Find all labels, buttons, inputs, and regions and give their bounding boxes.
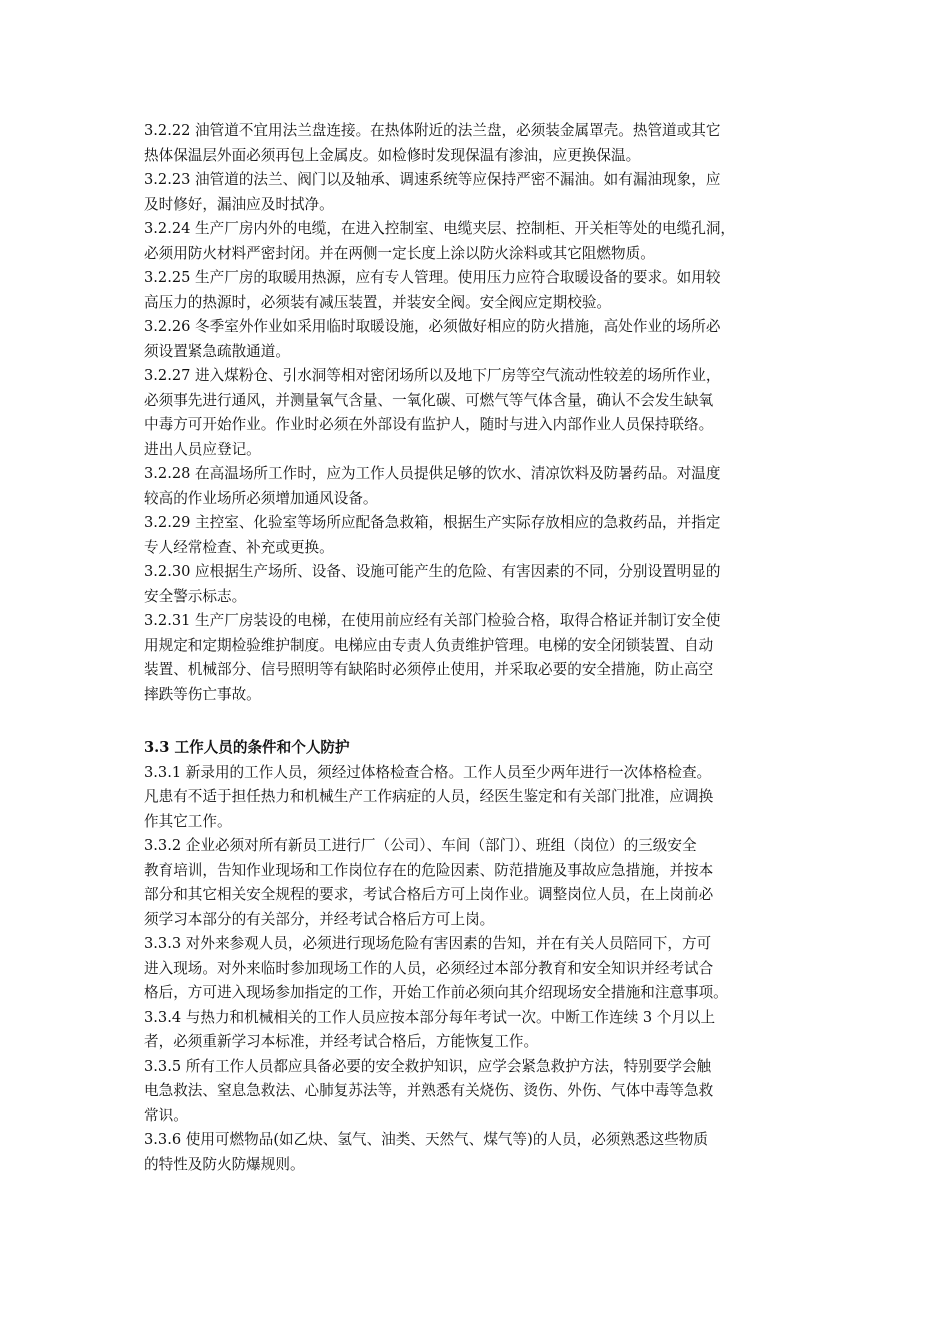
text-line: 必须用防火材料严密封闭。并在两侧一定长度上涂以防火涂料或其它阻燃物质。 — [144, 244, 655, 262]
text-line: 凡患有不适于担任热力和机械生产工作病症的人员，经医生鉴定和有关部门批准，应调换 — [144, 788, 714, 805]
text-line: 须学习本部分的有关部分，并经考试合格后方可上岗。 — [144, 910, 495, 928]
text-line: 3.2.22 油管道不宜用法兰盘连接。在热体附近的法兰盘，必须装金属罩壳。热管道或其它 — [144, 122, 721, 139]
text-line: 安全警示标志。 — [144, 587, 247, 605]
section-heading: 3.3 工作人员的条件和个人防护 — [144, 739, 350, 756]
text-line: 3.2.30 应根据生产场所、设备、设施可能产生的危险、有害因素的不同，分别设置明显的 — [144, 563, 721, 580]
text-line: 电急救法、窒息急救法、心肺复苏法等，并熟悉有关烧伤、烫伤、外伤、气体中毒等急救 — [144, 1082, 714, 1099]
text-line: 专人经常检查、补充或更换。 — [144, 538, 334, 556]
text-line: 3.2.23 油管道的法兰、阀门以及轴承、调速系统等应保持严密不漏油。如有漏油现象，应 — [144, 171, 721, 188]
text-line: 3.3.4 与热力和机械相关的工作人员应按本部分每年考试一次。中断工作连续 3 个月以上 — [144, 1008, 716, 1026]
section-gap — [144, 707, 810, 736]
text-line: 3.3.1 新录用的工作人员，须经过体格检查合格。工作人员至少两年进行一次体格检查。 — [144, 763, 712, 781]
text-line: 3.3.5 所有工作人员都应具备必要的安全救护知识，应学会紧急救护方法，特别要学会触 — [144, 1057, 712, 1075]
text-line: 3.2.26 冬季室外作业如采用临时取暖设施，必须做好相应的防火措施，高处作业的场所必 — [144, 318, 721, 335]
text-line: 常识。 — [144, 1106, 188, 1124]
text-line: 3.2.31 生产厂房装设的电梯，在使用前应经有关部门检验合格，取得合格证并制订安全使 — [144, 612, 721, 629]
text-line: 用规定和定期检验维护制度。电梯应由专责人负责维护管理。电梯的安全闭锁装置、自动 — [144, 636, 714, 654]
text-line: 教育培训，告知作业现场和工作岗位存在的危险因素、防范措施及事故应急措施，并按本 — [144, 861, 714, 879]
text-line: 的特性及防火防爆规则。 — [144, 1155, 305, 1173]
text-line: 者，必须重新学习本标准，并经考试合格后，方能恢复工作。 — [144, 1033, 539, 1050]
text-line: 格后，方可进入现场参加指定的工作，开始工作前必须向其介绍现场安全措施和注意事项。 — [144, 984, 728, 1001]
section-3-3-body — [144, 761, 810, 1178]
text-line: 3.2.29 主控室、化验室等场所应配备急救箱，根据生产实际存放相应的急救药品，并指定 — [144, 514, 721, 531]
document-page — [144, 119, 810, 1177]
text-line: 高压力的热源时，必须装有减压装置，并装安全阀。安全阀应定期校验。 — [144, 293, 612, 311]
text-line: 热体保温层外面必须再包上金属皮。如检修时发现保温有渗油，应更换保温。 — [144, 146, 641, 164]
text-line: 及时修好，漏油应及时拭净。 — [144, 195, 334, 213]
text-line: 摔跌等伤亡事故。 — [144, 685, 261, 703]
text-line: 3.3.6 使用可燃物品(如乙炔、氢气、油类、天然气、煤气等)的人员，必须熟悉这些物质 — [144, 1131, 708, 1148]
text-line: 3.3.3 对外来参观人员，必须进行现场危险有害因素的告知，并在有关人员陪同下，方可 — [144, 935, 712, 952]
text-line: 3.2.28 在高温场所工作时，应为工作人员提供足够的饮水、清凉饮料及防暑药品。对温度 — [144, 465, 721, 482]
text-line: 较高的作业场所必须增加通风设备。 — [144, 489, 378, 507]
text-line: 进出人员应登记。 — [144, 440, 261, 458]
text-line: 装置、机械部分、信号照明等有缺陷时必须停止使用，并采取必要的安全措施，防止高空 — [144, 661, 714, 678]
text-line: 3.2.25 生产厂房的取暖用热源，应有专人管理。使用压力应符合取暖设备的要求。如用较 — [144, 269, 721, 286]
text-line: 3.3.2 企业必须对所有新员工进行厂（公司）、车间（部门）、班组（岗位）的三级安全 — [144, 837, 697, 854]
text-line: 3.2.24 生产厂房内外的电缆，在进入控制室、电缆夹层、控制柜、开关柜等处的电缆孔洞， — [144, 220, 736, 237]
text-line: 作其它工作。 — [144, 812, 232, 830]
text-line: 部分和其它相关安全规程的要求，考试合格后方可上岗作业。调整岗位人员，在上岗前必 — [144, 886, 714, 903]
text-line: 须设置紧急疏散通道。 — [144, 342, 290, 360]
section-3-2-continued — [144, 119, 810, 707]
text-line: 必须事先进行通风，并测量氧气含量、一氧化碳、可燃气等气体含量，确认不会发生缺氧 — [144, 391, 714, 409]
text-line: 3.2.27 进入煤粉仓、引水洞等相对密闭场所以及地下厂房等空气流动性较差的场所作业， — [144, 367, 721, 384]
text-line: 进入现场。对外来临时参加现场工作的人员，必须经过本部分教育和安全知识并经考试合 — [144, 959, 714, 977]
text-line: 中毒方可开始作业。作业时必须在外部设有监护人，随时与进入内部作业人员保持联络。 — [144, 416, 714, 433]
